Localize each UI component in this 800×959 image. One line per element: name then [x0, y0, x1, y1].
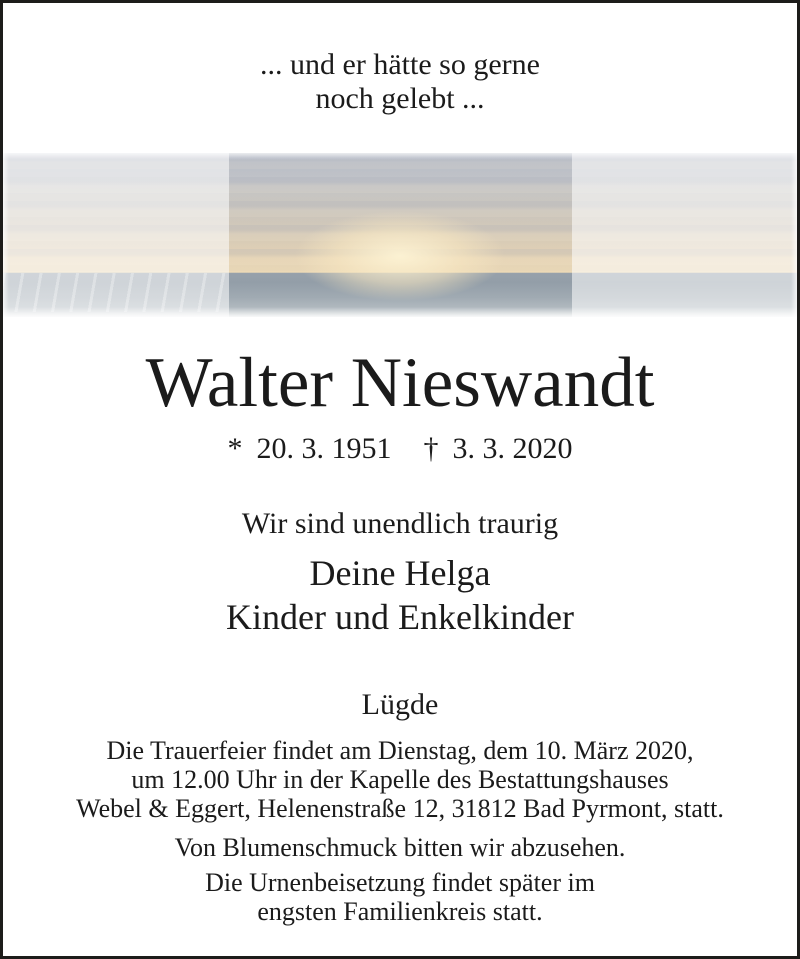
birth-date-group	[228, 431, 392, 467]
flowers-note: Von Blumenschmuck bitten wir abzusehen.	[174, 833, 626, 862]
born-star-icon: *	[227, 432, 243, 465]
deceased-name: Walter Nieswandt	[145, 344, 655, 422]
photo-edge-fade	[3, 153, 797, 317]
mourners	[3, 551, 797, 639]
sea-sunset-photo	[3, 153, 797, 317]
death-date-group	[424, 431, 573, 467]
place-name: Lügde	[361, 688, 439, 721]
burial-line: engsten Familienkreis statt.	[257, 897, 543, 926]
funeral-line: Webel & Eggert, Helenenstraße 12, 31812 Bad Pyrmont, statt.	[76, 794, 724, 823]
birth-date: 20. 3. 1951	[256, 432, 392, 465]
funeral-info	[3, 736, 797, 823]
burial-line: Die Urnenbeisetzung findet später im	[205, 868, 595, 897]
funeral-line: um 12.00 Uhr in der Kapelle des Bestattungshauses	[131, 765, 669, 794]
burial-note	[3, 868, 797, 926]
life-dates	[3, 431, 797, 467]
funeral-line: Die Trauerfeier findet am Dienstag, dem 10. März 2020,	[106, 736, 694, 765]
death-cross-icon: †	[423, 432, 439, 465]
death-date: 3. 3. 2020	[452, 432, 573, 465]
epigraph-line: ... und er hätte so gerne	[260, 48, 540, 81]
condolence-line: Wir sind unendlich traurig	[241, 507, 559, 540]
epigraph	[3, 48, 797, 116]
mourner-line: Deine Helga	[309, 553, 491, 593]
epigraph-line: noch gelebt ...	[315, 82, 485, 115]
mourner-line: Kinder und Enkelkinder	[226, 597, 574, 637]
